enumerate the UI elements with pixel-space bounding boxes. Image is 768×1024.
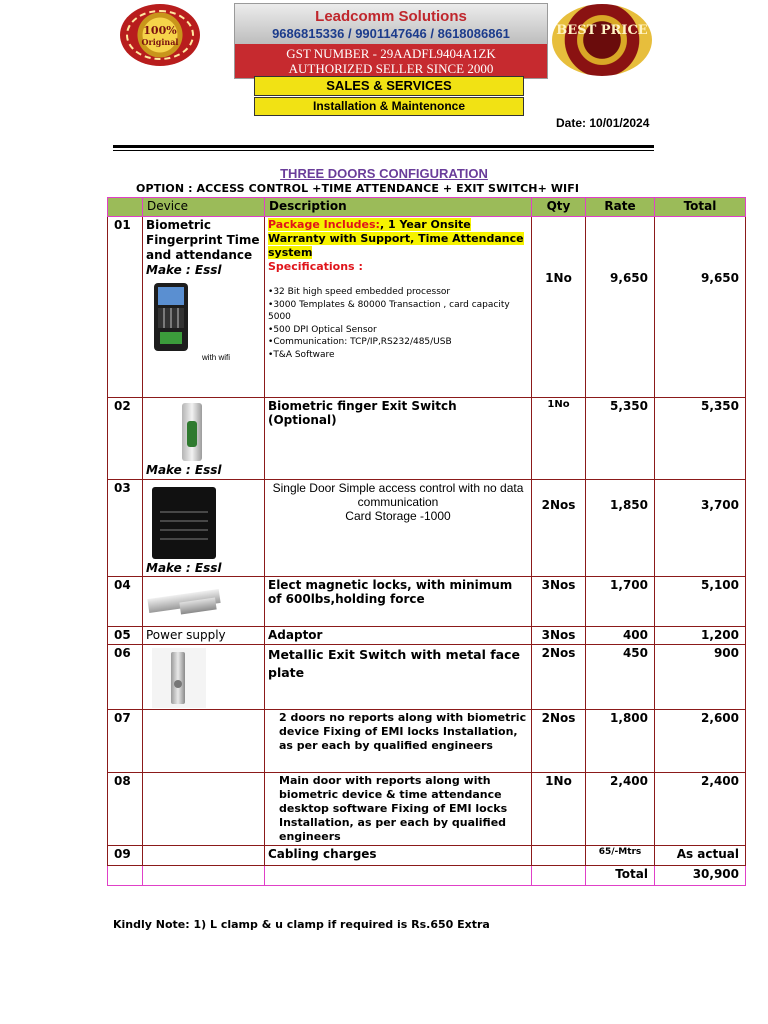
row-description: Cabling charges [265,846,532,866]
row-sl: 05 [108,627,143,645]
spec-item: • 3000 Templates & 80000 Transaction , card capacity 5000 [268,299,528,324]
gst-number: GST NUMBER - 29AADFL9404A1ZK [286,46,496,61]
footer-note: Kindly Note: 1) L clamp & u clamp if required is Rs.650 Extra [113,918,490,931]
row-total: 9,650 [655,217,746,398]
header-total: Total [655,198,746,217]
empty-cell [532,866,586,886]
header-rate: Rate [586,198,655,217]
row-qty: 3Nos [532,627,586,645]
table-row [108,627,746,645]
device-make: Make : Essl [146,561,222,575]
company-phones: 9686815336 / 9901147646 / 8618086861 [272,26,510,41]
quote-date: Date: 10/01/2024 [556,116,650,130]
device-cell [143,645,265,710]
grand-total-row [108,866,746,886]
row-sl: 04 [108,577,143,627]
row-total: 2,400 [655,773,746,846]
device-name: Power supply [143,627,265,645]
row-qty: 2Nos [532,645,586,710]
header-device: Device [143,198,265,217]
device-cell [143,710,265,773]
table-row [108,710,746,773]
row-description: Single Door Simple access control with no data communication Card Storage -1000 [265,480,532,577]
row-qty: 1No [532,398,586,480]
image-caption: with wifi [202,353,231,362]
table-row [108,846,746,866]
row-qty: 3Nos [532,577,586,627]
grand-total-value: 30,900 [655,866,746,886]
row-total: 1,200 [655,627,746,645]
row-rate: 1,700 [586,577,655,627]
row-sl: 01 [108,217,143,398]
row-rate: 400 [586,627,655,645]
row-rate: 1,850 [586,480,655,577]
row-description: Biometric finger Exit Switch (Optional) [265,398,532,480]
config-option: OPTION : ACCESS CONTROL +TIME ATTENDANCE + EXIT SWITCH+ WIFI [136,182,580,195]
spec-list [268,286,528,361]
company-banner [234,3,548,79]
package-label: Package Includes: [268,218,380,231]
device-cell [143,480,265,577]
installation-banner: Installation & Maintenonce [254,97,524,116]
device-make: Make : Essl [146,463,222,477]
seal-left-text: 100% [143,24,177,37]
row-total: 3,700 [655,480,746,577]
row-description: Elect magnetic locks, with minimum of 600lbs,holding force [265,577,532,627]
device-cell [143,773,265,846]
row-description: Adaptor [265,627,532,645]
empty-cell [143,866,265,886]
metal-exit-switch-image [150,648,208,708]
spec-title: Specifications : [268,260,363,273]
row-sl: 06 [108,645,143,710]
package-text: , 1 Year Onsite Warranty with Support, Time Attendance system [268,218,524,259]
row-rate: 1,800 [586,710,655,773]
seal-right-text: BEST PRICE [556,23,648,38]
row-total: As actual [655,846,746,866]
row-description: Main door with reports along with biometric device & time attendance desktop software Fixing of EMI locks Installation, as per each by qualified engineers [265,773,532,846]
row-description: Metallic Exit Switch with metal face plate [265,645,532,710]
header-sl [108,198,143,217]
table-row [108,773,746,846]
row-sl: 03 [108,480,143,577]
header-qty: Qty [532,198,586,217]
table-row [108,577,746,627]
spec-item: • 500 DPI Optical Sensor [268,324,528,337]
device-cell [143,217,265,398]
device-make: Make : Essl [146,263,222,277]
divider-thick [113,145,654,148]
spec-item: • 32 Bit high speed embedded processor [268,286,528,299]
magnetic-lock-image [146,580,224,624]
device-name: Biometric Fingerprint Time and attendance [146,218,260,262]
row-sl: 08 [108,773,143,846]
fingerprint-device-image [146,279,248,377]
table-row [108,398,746,480]
device-cell [143,577,265,627]
access-keypad-image [146,483,236,561]
company-name: Leadcomm Solutions [315,8,467,25]
spec-item: • Communication: TCP/IP,RS232/485/USB [268,336,528,349]
empty-cell [108,866,143,886]
header-description: Description [265,198,532,217]
row-rate: 2,400 [586,773,655,846]
row-sl: 07 [108,710,143,773]
row-rate: 9,650 [586,217,655,398]
grand-total-label: Total [586,866,655,886]
row-qty [532,846,586,866]
row-sl: 09 [108,846,143,866]
sales-services-banner: SALES & SERVICES [254,76,524,96]
authorized-seller: AUTHORIZED SELLER SINCE 2000 [288,61,494,76]
row-sl: 02 [108,398,143,480]
best-price-seal [552,4,652,76]
row-qty: 1No [532,217,586,398]
row-qty: 1No [532,773,586,846]
row-qty: 2Nos [532,710,586,773]
row-description: 2 doors no reports along with biometric device Fixing of EMI locks Installation, as per each by qualified engineers [265,710,532,773]
divider-thin [113,150,654,151]
row-rate: 450 [586,645,655,710]
row-total: 900 [655,645,746,710]
row-total: 2,600 [655,710,746,773]
empty-cell [265,866,532,886]
row-rate: 5,350 [586,398,655,480]
description-cell [265,217,532,398]
guaranteed-original-seal [120,4,200,66]
device-cell [143,398,265,480]
row-rate: 65/-Mtrs [586,846,655,866]
table-row [108,217,746,398]
table-row [108,645,746,710]
spec-item: • T&A Software [268,349,528,362]
config-title: THREE DOORS CONFIGURATION [280,166,488,181]
device-cell [143,846,265,866]
row-total: 5,350 [655,398,746,480]
table-row [108,480,746,577]
seal-left-sub: Original [141,37,179,47]
quotation-table [107,197,746,886]
table-header-row [108,198,746,217]
row-total: 5,100 [655,577,746,627]
finger-exit-switch-image [176,401,210,463]
row-qty: 2Nos [532,480,586,577]
